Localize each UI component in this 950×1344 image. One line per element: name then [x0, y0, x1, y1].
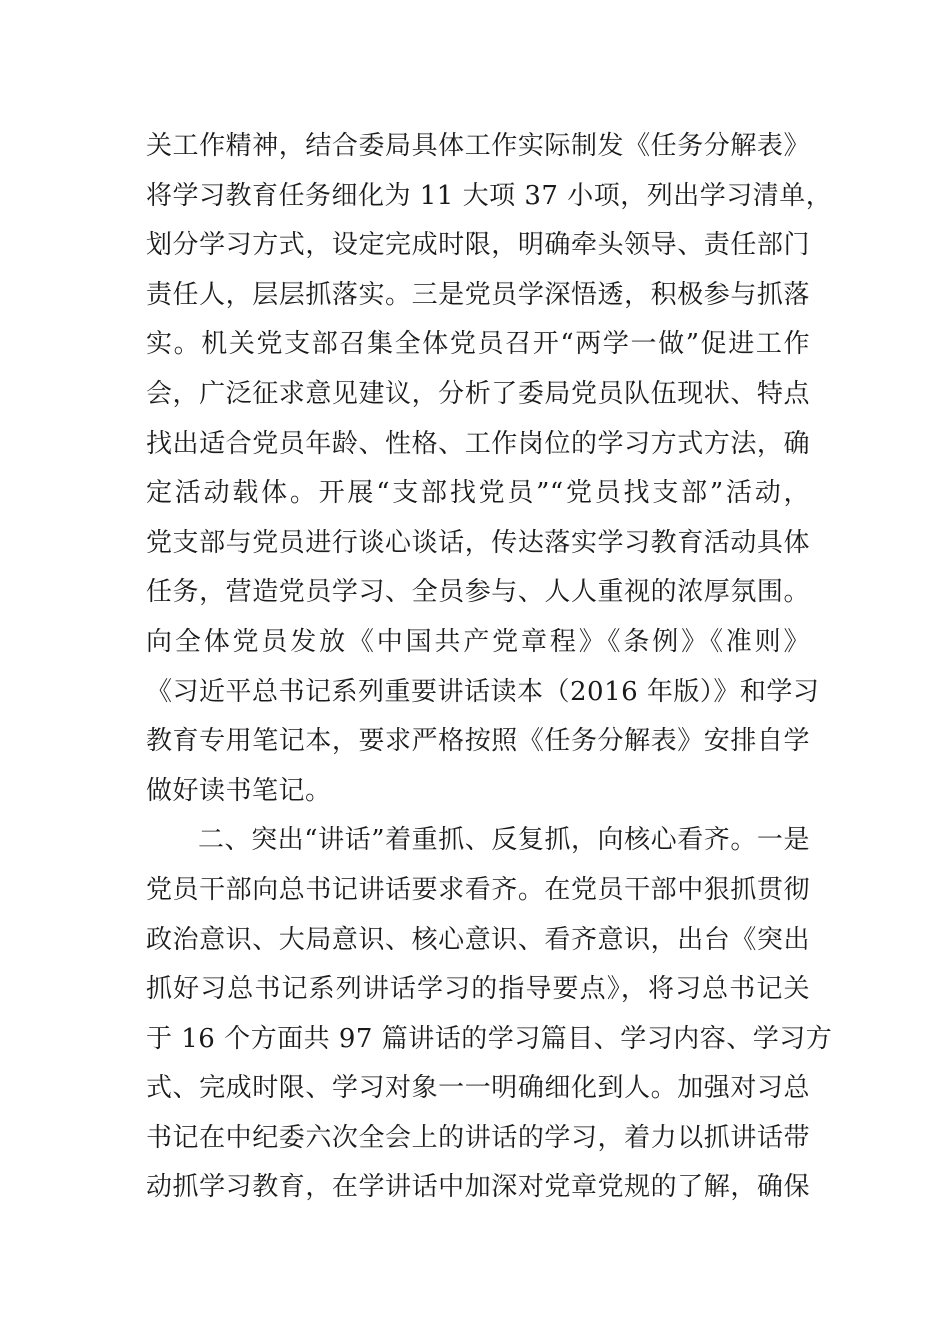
text-line: 抓好习总书记系列讲话学习的指导要点》，将习总书记关 [146, 974, 810, 1005]
text-line: 关工作精神，结合委局具体工作实际制发《任务分解表》 [146, 131, 810, 161]
text-line: 动抓学习教育，在学讲话中加深对党章党规的了解，确保 [146, 1172, 810, 1203]
text-line: 《习近平总书记系列重要讲话读本（2016 年版）》和学习 [146, 676, 820, 707]
text-line: 式、完成时限、学习对象一一明确细化到人。加强对习总 [146, 1073, 810, 1104]
text-line: 做好读书笔记。 [146, 775, 332, 806]
text-line: 实。机关党支部召集全体党员召开“两学一做”促进工作 [146, 329, 810, 360]
text-line: 于 16 个方面共 97 篇讲话的学习篇目、学习内容、学习方 [146, 1023, 833, 1054]
text-line: 会，广泛征求意见建议，分析了委局党员队伍现状、特点 [146, 378, 810, 409]
text-line: 政治意识、大局意识、核心意识、看齐意识，出台《突出 [146, 924, 810, 955]
text-line: 书记在中纪委六次全会上的讲话的学习，着力以抓讲话带 [146, 1122, 810, 1153]
text-line: 向全体党员发放《中国共产党章程》《条例》《准则》 [146, 626, 810, 657]
text-line: 将学习教育任务细化为 11 大项 37 小项，列出学习清单， [146, 180, 833, 211]
text-line: 党员干部向总书记讲话要求看齐。在党员干部中狠抓贯彻 [146, 874, 810, 905]
text-line: 划分学习方式，设定完成时限，明确牵头领导、责任部门 [146, 230, 810, 261]
text-line: 责任人，层层抓落实。三是党员学深悟透，积极参与抓落 [146, 279, 810, 310]
text-line: 党支部与党员进行谈心谈话，传达落实学习教育活动具体 [146, 527, 810, 558]
body-text [146, 122, 833, 1213]
text-line: 二、突出“讲话”着重抓、反复抓，向核心看齐。一是 [198, 825, 810, 856]
text-line: 任务，营造党员学习、全员参与、人人重视的浓厚氛围。 [146, 577, 810, 608]
text-line: 定活动载体。开展“支部找党员”“党员找支部”活动， [146, 478, 810, 509]
text-line: 找出适合党员年龄、性格、工作岗位的学习方式方法，确 [146, 428, 810, 459]
text-line: 教育专用笔记本，要求严格按照《任务分解表》安排自学 [146, 726, 810, 757]
